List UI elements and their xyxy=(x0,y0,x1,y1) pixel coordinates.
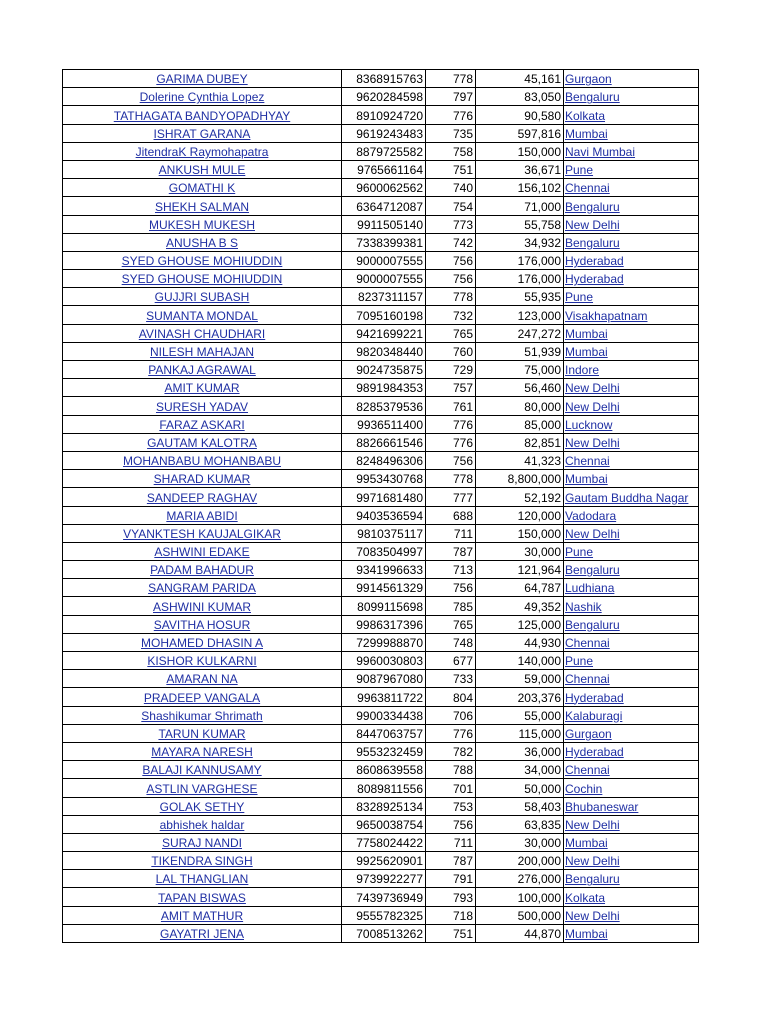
score-cell: 742 xyxy=(426,233,476,251)
phone-cell: 9936511400 xyxy=(342,415,426,433)
city-link[interactable]: Chennai xyxy=(564,761,699,779)
phone-cell: 6364712087 xyxy=(342,197,426,215)
table-row xyxy=(63,852,699,870)
amount-cell: 100,000 xyxy=(476,888,564,906)
table-row xyxy=(63,433,699,451)
table-row xyxy=(63,524,699,542)
table-row xyxy=(63,160,699,178)
score-cell: 756 xyxy=(426,815,476,833)
name-link[interactable]: Dolerine Cynthia Lopez xyxy=(63,88,342,106)
phone-cell: 9421699221 xyxy=(342,324,426,342)
phone-cell: 9891984353 xyxy=(342,379,426,397)
name-link[interactable]: SAVITHA HOSUR xyxy=(63,615,342,633)
phone-cell: 9925620901 xyxy=(342,852,426,870)
table-row xyxy=(63,797,699,815)
phone-cell: 9810375117 xyxy=(342,524,426,542)
score-cell: 754 xyxy=(426,197,476,215)
table-row xyxy=(63,251,699,269)
table-row xyxy=(63,342,699,360)
table-row xyxy=(63,415,699,433)
city-link[interactable]: Vadodara xyxy=(564,506,699,524)
phone-cell: 8237311157 xyxy=(342,288,426,306)
score-cell: 797 xyxy=(426,88,476,106)
score-cell: 776 xyxy=(426,433,476,451)
score-cell: 701 xyxy=(426,779,476,797)
amount-cell: 80,000 xyxy=(476,397,564,415)
score-cell: 760 xyxy=(426,342,476,360)
table-row xyxy=(63,270,699,288)
amount-cell: 500,000 xyxy=(476,906,564,924)
score-cell: 761 xyxy=(426,397,476,415)
city-link[interactable]: Lucknow xyxy=(564,415,699,433)
score-cell: 765 xyxy=(426,615,476,633)
city-link[interactable]: Hyderabad xyxy=(564,251,699,269)
score-cell: 765 xyxy=(426,324,476,342)
score-cell: 740 xyxy=(426,179,476,197)
phone-cell: 9765661164 xyxy=(342,160,426,178)
name-link[interactable]: TIKENDRA SINGH xyxy=(63,852,342,870)
name-link[interactable]: SHEKH SALMAN xyxy=(63,197,342,215)
phone-cell: 8608639558 xyxy=(342,761,426,779)
score-cell: 756 xyxy=(426,579,476,597)
amount-cell: 36,671 xyxy=(476,160,564,178)
score-cell: 677 xyxy=(426,652,476,670)
city-link[interactable]: Bengaluru xyxy=(564,870,699,888)
table-row xyxy=(63,470,699,488)
score-cell: 756 xyxy=(426,251,476,269)
name-link[interactable]: ASHWINI KUMAR xyxy=(63,597,342,615)
amount-cell: 55,935 xyxy=(476,288,564,306)
table-row xyxy=(63,815,699,833)
phone-cell: 9986317396 xyxy=(342,615,426,633)
score-cell: 756 xyxy=(426,451,476,469)
name-link[interactable]: AMIT MATHUR xyxy=(63,906,342,924)
phone-cell: 8248496306 xyxy=(342,451,426,469)
phone-cell: 9087967080 xyxy=(342,670,426,688)
city-link[interactable]: Kolkata xyxy=(564,888,699,906)
amount-cell: 85,000 xyxy=(476,415,564,433)
table-row xyxy=(63,761,699,779)
name-link[interactable]: GARIMA DUBEY xyxy=(63,70,342,88)
name-link[interactable]: SURAJ NANDI xyxy=(63,833,342,851)
name-link[interactable]: SANGRAM PARIDA xyxy=(63,579,342,597)
amount-cell: 176,000 xyxy=(476,251,564,269)
phone-cell: 9620284598 xyxy=(342,88,426,106)
table-row xyxy=(63,379,699,397)
name-link[interactable]: ASTLIN VARGHESE xyxy=(63,779,342,797)
table-row xyxy=(63,179,699,197)
name-link[interactable]: GAYATRI JENA xyxy=(63,924,342,942)
amount-cell: 45,161 xyxy=(476,70,564,88)
city-link[interactable]: New Delhi xyxy=(564,215,699,233)
city-link[interactable]: Hyderabad xyxy=(564,742,699,760)
table-row xyxy=(63,233,699,251)
table-row xyxy=(63,397,699,415)
table-row xyxy=(63,597,699,615)
name-link[interactable]: SYED GHOUSE MOHIUDDIN xyxy=(63,270,342,288)
phone-cell: 9971681480 xyxy=(342,488,426,506)
amount-cell: 56,460 xyxy=(476,379,564,397)
amount-cell: 30,000 xyxy=(476,833,564,851)
city-link[interactable]: Pune xyxy=(564,652,699,670)
amount-cell: 140,000 xyxy=(476,652,564,670)
table-row xyxy=(63,615,699,633)
phone-cell: 9900334438 xyxy=(342,706,426,724)
name-link[interactable]: LAL THANGLIAN xyxy=(63,870,342,888)
city-link[interactable]: Mumbai xyxy=(564,342,699,360)
table-row xyxy=(63,70,699,88)
score-cell: 758 xyxy=(426,142,476,160)
city-link[interactable]: Pune xyxy=(564,288,699,306)
score-cell: 688 xyxy=(426,506,476,524)
name-link[interactable]: ANUSHA B S xyxy=(63,233,342,251)
phone-cell: 9403536594 xyxy=(342,506,426,524)
phone-cell: 9963811722 xyxy=(342,688,426,706)
amount-cell: 247,272 xyxy=(476,324,564,342)
city-link[interactable]: Gurgaon xyxy=(564,724,699,742)
table-row xyxy=(63,633,699,651)
phone-cell: 7338399381 xyxy=(342,233,426,251)
amount-cell: 59,000 xyxy=(476,670,564,688)
amount-cell: 120,000 xyxy=(476,506,564,524)
name-link[interactable]: FARAZ ASKARI xyxy=(63,415,342,433)
amount-cell: 121,964 xyxy=(476,561,564,579)
table-row xyxy=(63,488,699,506)
amount-cell: 125,000 xyxy=(476,615,564,633)
name-link[interactable]: Shashikumar Shrimath xyxy=(63,706,342,724)
table-row xyxy=(63,670,699,688)
score-cell: 787 xyxy=(426,852,476,870)
amount-cell: 82,851 xyxy=(476,433,564,451)
score-cell: 711 xyxy=(426,524,476,542)
phone-cell: 9820348440 xyxy=(342,342,426,360)
phone-cell: 8879725582 xyxy=(342,142,426,160)
amount-cell: 34,000 xyxy=(476,761,564,779)
name-link[interactable]: KISHOR KULKARNI xyxy=(63,652,342,670)
name-link[interactable]: SUMANTA MONDAL xyxy=(63,306,342,324)
phone-cell: 8826661546 xyxy=(342,433,426,451)
city-link[interactable]: Kolkata xyxy=(564,106,699,124)
city-link[interactable]: Hyderabad xyxy=(564,270,699,288)
score-cell: 718 xyxy=(426,906,476,924)
amount-cell: 58,403 xyxy=(476,797,564,815)
table-row xyxy=(63,215,699,233)
table-row xyxy=(63,561,699,579)
score-cell: 804 xyxy=(426,688,476,706)
phone-cell: 9000007555 xyxy=(342,270,426,288)
name-link[interactable]: SYED GHOUSE MOHIUDDIN xyxy=(63,251,342,269)
name-link[interactable]: VYANKTESH KAUJALGIKAR xyxy=(63,524,342,542)
name-link[interactable]: TARUN KUMAR xyxy=(63,724,342,742)
table-row xyxy=(63,833,699,851)
phone-cell: 9914561329 xyxy=(342,579,426,597)
table-body xyxy=(63,70,699,943)
score-cell: 776 xyxy=(426,415,476,433)
city-link[interactable]: Pune xyxy=(564,542,699,560)
phone-cell: 7095160198 xyxy=(342,306,426,324)
city-link[interactable]: New Delhi xyxy=(564,379,699,397)
phone-cell: 8910924720 xyxy=(342,106,426,124)
city-link[interactable]: New Delhi xyxy=(564,433,699,451)
score-cell: 773 xyxy=(426,215,476,233)
city-link[interactable]: Indore xyxy=(564,361,699,379)
name-link[interactable]: GOLAK SETHY xyxy=(63,797,342,815)
phone-cell: 9555782325 xyxy=(342,906,426,924)
amount-cell: 203,376 xyxy=(476,688,564,706)
score-cell: 711 xyxy=(426,833,476,851)
score-cell: 729 xyxy=(426,361,476,379)
table-row xyxy=(63,451,699,469)
score-cell: 785 xyxy=(426,597,476,615)
name-link[interactable]: PRADEEP VANGALA xyxy=(63,688,342,706)
name-link[interactable]: TATHAGATA BANDYOPADHYAY xyxy=(63,106,342,124)
city-link[interactable]: Navi Mumbai xyxy=(564,142,699,160)
phone-cell: 9553232459 xyxy=(342,742,426,760)
city-link[interactable]: Kalaburagi xyxy=(564,706,699,724)
spreadsheet-table xyxy=(62,69,699,943)
amount-cell: 176,000 xyxy=(476,270,564,288)
table-row xyxy=(63,88,699,106)
amount-cell: 55,758 xyxy=(476,215,564,233)
amount-cell: 115,000 xyxy=(476,724,564,742)
phone-cell: 7758024422 xyxy=(342,833,426,851)
amount-cell: 52,192 xyxy=(476,488,564,506)
name-link[interactable]: NILESH MAHAJAN xyxy=(63,342,342,360)
score-cell: 778 xyxy=(426,70,476,88)
table-row xyxy=(63,142,699,160)
table-row xyxy=(63,870,699,888)
name-link[interactable]: MOHAMED DHASIN A xyxy=(63,633,342,651)
score-cell: 713 xyxy=(426,561,476,579)
amount-cell: 200,000 xyxy=(476,852,564,870)
name-link[interactable]: GAUTAM KALOTRA xyxy=(63,433,342,451)
amount-cell: 123,000 xyxy=(476,306,564,324)
amount-cell: 150,000 xyxy=(476,142,564,160)
score-cell: 706 xyxy=(426,706,476,724)
amount-cell: 63,835 xyxy=(476,815,564,833)
phone-cell: 9024735875 xyxy=(342,361,426,379)
name-link[interactable]: MAYARA NARESH xyxy=(63,742,342,760)
phone-cell: 7299988870 xyxy=(342,633,426,651)
city-link[interactable]: Mumbai xyxy=(564,470,699,488)
city-link[interactable]: Hyderabad xyxy=(564,688,699,706)
city-link[interactable]: Nashik xyxy=(564,597,699,615)
name-link[interactable]: ANKUSH MULE xyxy=(63,160,342,178)
amount-cell: 156,102 xyxy=(476,179,564,197)
score-cell: 732 xyxy=(426,306,476,324)
score-cell: 791 xyxy=(426,870,476,888)
amount-cell: 8,800,000 xyxy=(476,470,564,488)
name-link[interactable]: abhishek haldar xyxy=(63,815,342,833)
city-link[interactable]: New Delhi xyxy=(564,524,699,542)
phone-cell: 8447063757 xyxy=(342,724,426,742)
phone-cell: 8368915763 xyxy=(342,70,426,88)
amount-cell: 36,000 xyxy=(476,742,564,760)
city-link[interactable]: Gautam Buddha Nagar xyxy=(564,488,699,506)
score-cell: 787 xyxy=(426,542,476,560)
name-link[interactable]: ASHWINI EDAKE xyxy=(63,542,342,560)
city-link[interactable]: New Delhi xyxy=(564,397,699,415)
amount-cell: 597,816 xyxy=(476,124,564,142)
name-link[interactable]: GOMATHI K xyxy=(63,179,342,197)
phone-cell: 9911505140 xyxy=(342,215,426,233)
table-row xyxy=(63,197,699,215)
city-link[interactable]: Bengaluru xyxy=(564,561,699,579)
phone-cell: 9739922277 xyxy=(342,870,426,888)
city-link[interactable]: Chennai xyxy=(564,670,699,688)
phone-cell: 9960030803 xyxy=(342,652,426,670)
score-cell: 756 xyxy=(426,270,476,288)
city-link[interactable]: Bengaluru xyxy=(564,88,699,106)
table-row xyxy=(63,779,699,797)
score-cell: 782 xyxy=(426,742,476,760)
city-link[interactable]: Mumbai xyxy=(564,324,699,342)
phone-cell: 8285379536 xyxy=(342,397,426,415)
name-link[interactable]: AMARAN NA xyxy=(63,670,342,688)
score-cell: 778 xyxy=(426,288,476,306)
score-cell: 776 xyxy=(426,724,476,742)
phone-cell: 8089811556 xyxy=(342,779,426,797)
table-row xyxy=(63,306,699,324)
table-row xyxy=(63,742,699,760)
table-row xyxy=(63,706,699,724)
amount-cell: 276,000 xyxy=(476,870,564,888)
score-cell: 735 xyxy=(426,124,476,142)
city-link[interactable]: New Delhi xyxy=(564,815,699,833)
amount-cell: 150,000 xyxy=(476,524,564,542)
amount-cell: 64,787 xyxy=(476,579,564,597)
amount-cell: 30,000 xyxy=(476,542,564,560)
score-cell: 793 xyxy=(426,888,476,906)
city-link[interactable]: Pune xyxy=(564,160,699,178)
amount-cell: 44,930 xyxy=(476,633,564,651)
table-row xyxy=(63,924,699,942)
table-row xyxy=(63,106,699,124)
city-link[interactable]: Visakhapatnam xyxy=(564,306,699,324)
name-link[interactable]: MARIA ABIDI xyxy=(63,506,342,524)
score-cell: 757 xyxy=(426,379,476,397)
phone-cell: 8328925134 xyxy=(342,797,426,815)
city-link[interactable]: Bengaluru xyxy=(564,197,699,215)
amount-cell: 51,939 xyxy=(476,342,564,360)
city-link[interactable]: Mumbai xyxy=(564,124,699,142)
phone-cell: 9953430768 xyxy=(342,470,426,488)
phone-cell: 9650038754 xyxy=(342,815,426,833)
amount-cell: 34,932 xyxy=(476,233,564,251)
amount-cell: 83,050 xyxy=(476,88,564,106)
amount-cell: 41,323 xyxy=(476,451,564,469)
name-link[interactable]: SURESH YADAV xyxy=(63,397,342,415)
amount-cell: 55,000 xyxy=(476,706,564,724)
score-cell: 751 xyxy=(426,160,476,178)
score-cell: 777 xyxy=(426,488,476,506)
city-link[interactable]: Mumbai xyxy=(564,833,699,851)
phone-cell: 7008513262 xyxy=(342,924,426,942)
name-link[interactable]: MOHANBABU MOHANBABU xyxy=(63,451,342,469)
city-link[interactable]: Bhubaneswar xyxy=(564,797,699,815)
amount-cell: 50,000 xyxy=(476,779,564,797)
name-link[interactable]: GUJJRI SUBASH xyxy=(63,288,342,306)
city-link[interactable]: New Delhi xyxy=(564,852,699,870)
city-link[interactable]: Chennai xyxy=(564,451,699,469)
table-row xyxy=(63,542,699,560)
name-link[interactable]: PANKAJ AGRAWAL xyxy=(63,361,342,379)
table-row xyxy=(63,724,699,742)
table-row xyxy=(63,506,699,524)
table-row xyxy=(63,906,699,924)
table-row xyxy=(63,652,699,670)
city-link[interactable]: Bengaluru xyxy=(564,615,699,633)
name-link[interactable]: MUKESH MUKESH xyxy=(63,215,342,233)
name-link[interactable]: AVINASH CHAUDHARI xyxy=(63,324,342,342)
table-row xyxy=(63,324,699,342)
city-link[interactable]: Bengaluru xyxy=(564,233,699,251)
table-row xyxy=(63,361,699,379)
phone-cell: 8099115698 xyxy=(342,597,426,615)
name-link[interactable]: TAPAN BISWAS xyxy=(63,888,342,906)
phone-cell: 9341996633 xyxy=(342,561,426,579)
table-row xyxy=(63,579,699,597)
score-cell: 753 xyxy=(426,797,476,815)
score-cell: 748 xyxy=(426,633,476,651)
score-cell: 788 xyxy=(426,761,476,779)
phone-cell: 7439736949 xyxy=(342,888,426,906)
city-link[interactable]: Chennai xyxy=(564,633,699,651)
table-row xyxy=(63,888,699,906)
amount-cell: 71,000 xyxy=(476,197,564,215)
score-cell: 776 xyxy=(426,106,476,124)
phone-cell: 9000007555 xyxy=(342,251,426,269)
amount-cell: 75,000 xyxy=(476,361,564,379)
city-link[interactable]: New Delhi xyxy=(564,906,699,924)
phone-cell: 7083504997 xyxy=(342,542,426,560)
amount-cell: 44,870 xyxy=(476,924,564,942)
city-link[interactable]: Cochin xyxy=(564,779,699,797)
city-link[interactable]: Gurgaon xyxy=(564,70,699,88)
city-link[interactable]: Ludhiana xyxy=(564,579,699,597)
name-link[interactable]: SHARAD KUMAR xyxy=(63,470,342,488)
score-cell: 733 xyxy=(426,670,476,688)
amount-cell: 90,580 xyxy=(476,106,564,124)
phone-cell: 9619243483 xyxy=(342,124,426,142)
name-link[interactable]: AMIT KUMAR xyxy=(63,379,342,397)
phone-cell: 9600062562 xyxy=(342,179,426,197)
score-cell: 778 xyxy=(426,470,476,488)
city-link[interactable]: Mumbai xyxy=(564,924,699,942)
table-row xyxy=(63,124,699,142)
name-link[interactable]: ISHRAT GARANA xyxy=(63,124,342,142)
table-row xyxy=(63,688,699,706)
amount-cell: 49,352 xyxy=(476,597,564,615)
name-link[interactable]: SANDEEP RAGHAV xyxy=(63,488,342,506)
table-row xyxy=(63,288,699,306)
name-link[interactable]: JitendraK Raymohapatra xyxy=(63,142,342,160)
score-cell: 751 xyxy=(426,924,476,942)
name-link[interactable]: BALAJI KANNUSAMY xyxy=(63,761,342,779)
name-link[interactable]: PADAM BAHADUR xyxy=(63,561,342,579)
city-link[interactable]: Chennai xyxy=(564,179,699,197)
